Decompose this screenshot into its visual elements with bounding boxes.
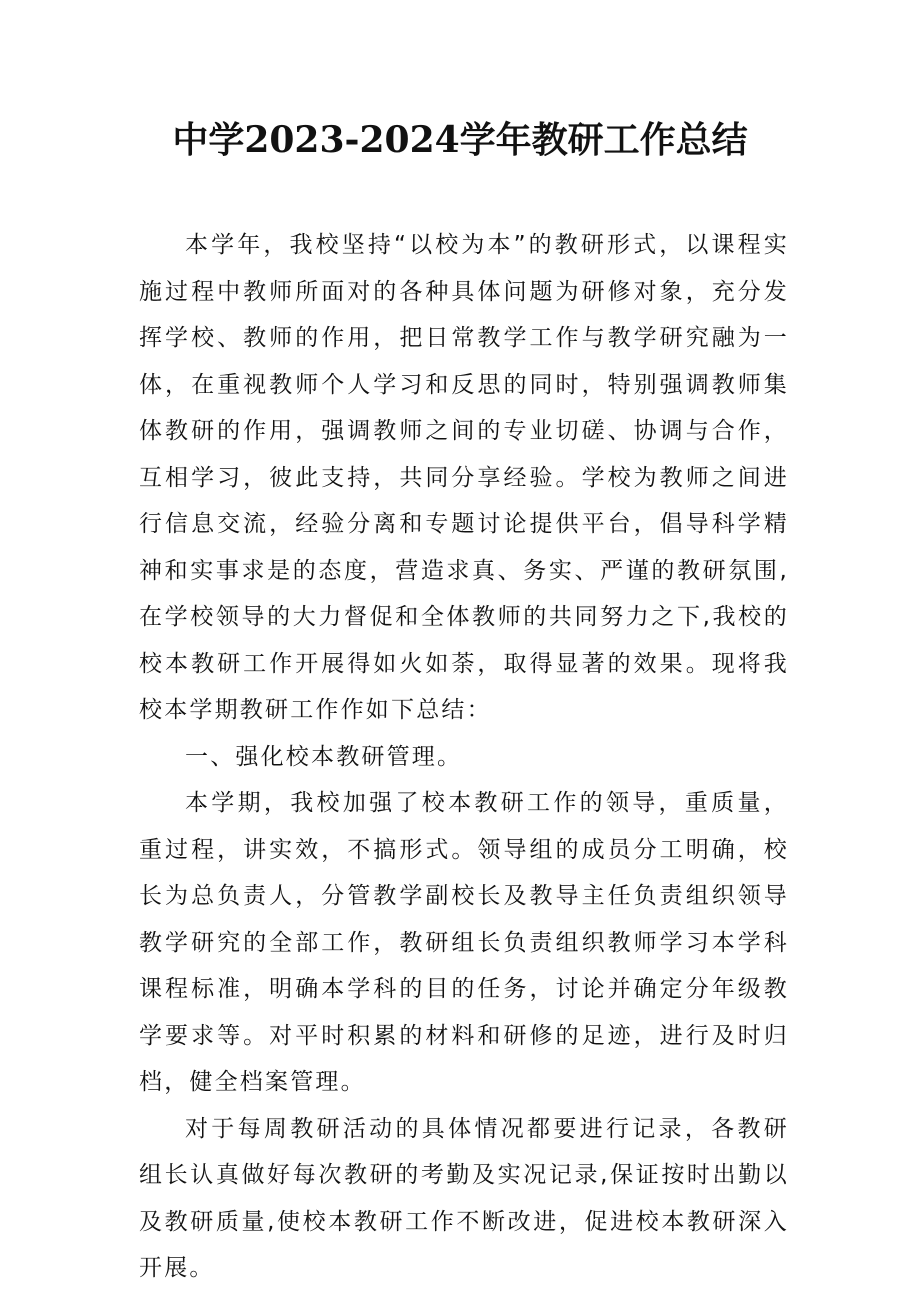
document-body — [139, 222, 789, 1292]
document-title: 中学2023-2024学年教研工作总结 — [172, 119, 748, 161]
body-paragraph: 本学期，我校加强了校本教研工作的领导，重质量，重过程，讲实效，不搞形式。领导组的成员分工明确，校长为总负责人，分管教学副校长及教导主任负责组织领导教学研究的全部工作，教研组长负责组织教师学习本学科课程标准，明确本学科的目的任务，讨论并确定分年级教学要求等。对平时积累的材料和研修的足迹，进行及时归档，健全档案管理。 — [139, 790, 789, 1095]
body-paragraph: 对于每周教研活动的具体情况都要进行记录，各教研组长认真做好每次教研的考勤及实况记录,保证按时出勤以及教研质量,使校本教研工作不断改进，促进校本教研深入开展。 — [139, 1115, 789, 1281]
intro-paragraph: 本学年，我校坚持“以校为本”的教研形式，以课程实施过程中教师所面对的各种具体问题为研修对象，充分发挥学校、教师的作用，把日常教学工作与教学研究融为一体，在重视教师个人学习和反思的同时，特别强调教师集体教研的作用，强调教师之间的专业切磋、协调与合作，互相学习，彼此支持，共同分享经验。学校为教师之间进行信息交流，经验分离和专题讨论提供平台，倡导科学精神和实事求是的态度，营造求真、务实、严谨的教研氛围,在学校领导的大力督促和全体教师的共同努力之下,我校的校本教研工作开展得如火如荼，取得显著的效果。现将我校本学期教研工作作如下总结： — [139, 232, 789, 723]
section-heading: 一、强化校本教研管理。 — [185, 743, 463, 770]
